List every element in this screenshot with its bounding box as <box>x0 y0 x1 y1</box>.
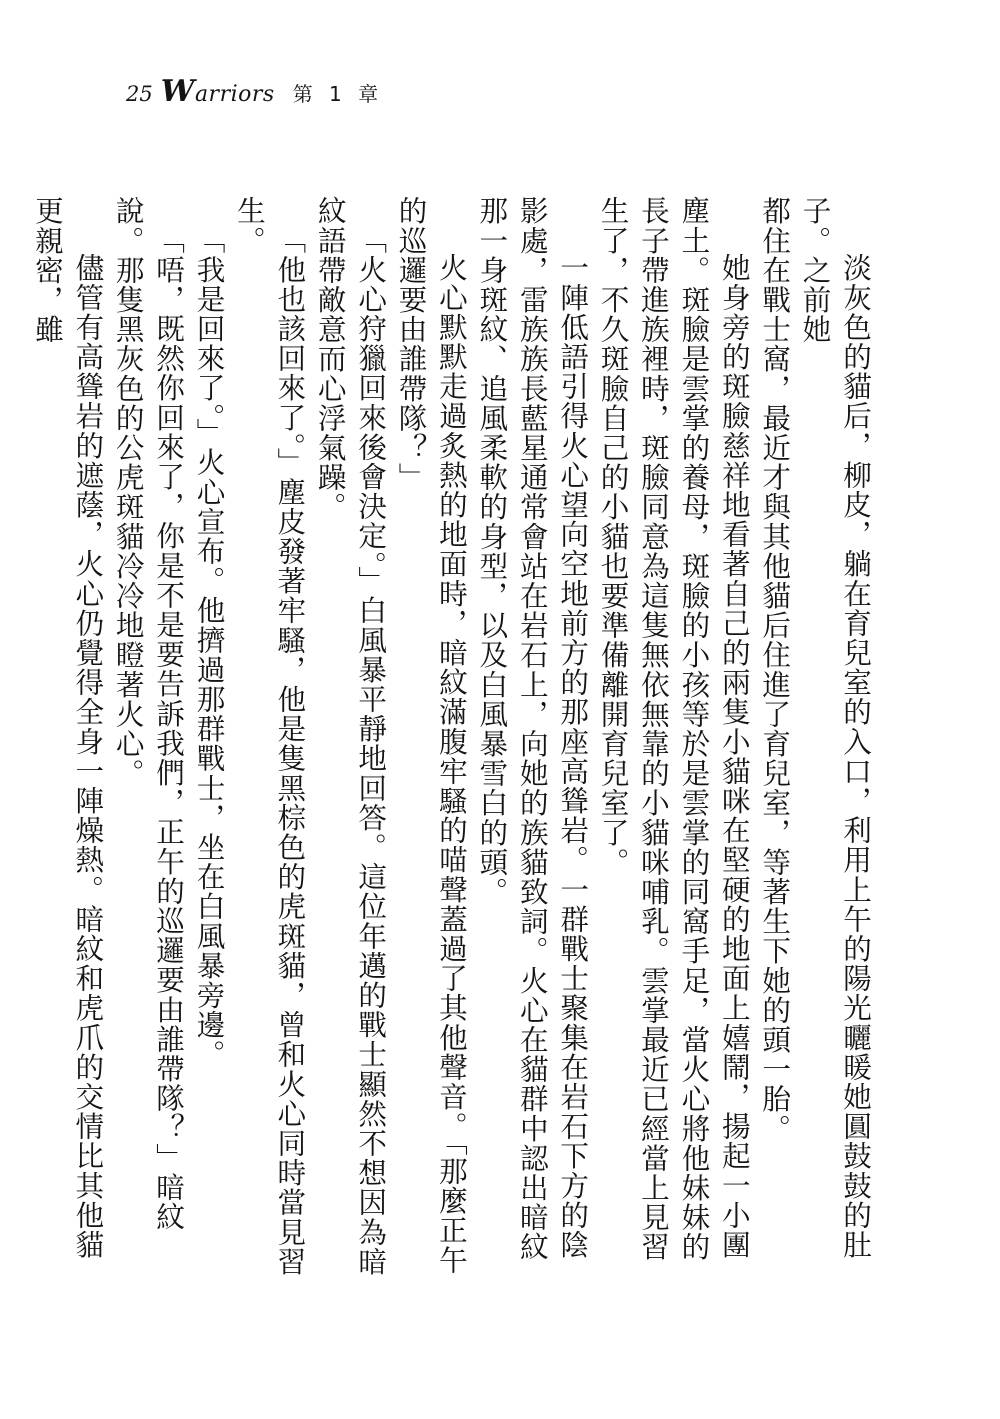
paragraph: 火心默默走過炙熱的地面時，暗紋滿腹牢騷的喵聲蓋過了其他聲音。「那麼正午的巡邏要由誰帶隊？」 <box>394 196 469 1275</box>
page-number: 25 <box>126 82 153 106</box>
series-title: Warriors <box>160 74 275 109</box>
paragraph: 淡灰色的貓后，柳皮，躺在育兒室的入口，利用上午的陽光曬暖她圓鼓鼓的肚子。之前她 <box>798 196 873 1260</box>
paragraph: 她身旁的斑臉慈祥地看著自己的兩隻小貓咪在堅硬的地面上嬉鬧，揚起一小團塵土。斑臉是雲掌的養母，斑臉的小孩等於是雲掌的同窩手足，當火心將他妹妹的長子帶進族裡時，斑臉同意為這隻無依無靠的小貓咪哺乳。雲掌最近已經當上見習生了，不久斑臉自己的小貓也要準備離開育兒室了。 <box>596 196 752 1262</box>
vertical-body-text <box>30 196 876 1276</box>
running-header <box>126 74 383 114</box>
paragraph: 都住在戰士窩，最近才與其他貓后住進了育兒室，等著生下她的頭一胎。 <box>758 196 793 1144</box>
chapter-title: 第 1 章 <box>292 82 384 106</box>
paragraph: 儘管有高聳岩的遮蔭，火心仍覺得全身一陣燥熱。暗紋和虎爪的交情比其他貓更親密，雖 <box>30 196 106 1260</box>
paragraph: 「我是回來了。」火心宣布。他擠過那群戰士，坐在白風暴旁邊。 <box>192 224 227 1069</box>
paragraph: 「唔，既然你回來了，你是不是要告訴我們，正午的巡邏要由誰帶隊？」暗紋說。那隻黑灰色的公虎斑貓冷冷地瞪著火心。 <box>111 196 187 1231</box>
paragraph: 「他也該回來了。」塵皮發著牢騷，他是隻黑棕色的虎斑貓，曾和火心同時當見習生。 <box>232 196 308 1276</box>
paragraph: 一陣低語引得火心望向空地前方的那座高聳岩。一群戰士聚集在岩石下方的陰影處，雷族族長藍星通常會站在岩石上，向她的族貓致詞。火心在貓群中認出暗紋那一身斑紋、追風柔軟的身型，以及白風暴雪白的頭。 <box>475 196 591 1262</box>
paragraph: 「火心狩獵回來後會決定。」白風暴平靜地回答。這位年邁的戰士顯然不想因為暗紋語帶敵意而心浮氣躁。 <box>313 196 389 1276</box>
